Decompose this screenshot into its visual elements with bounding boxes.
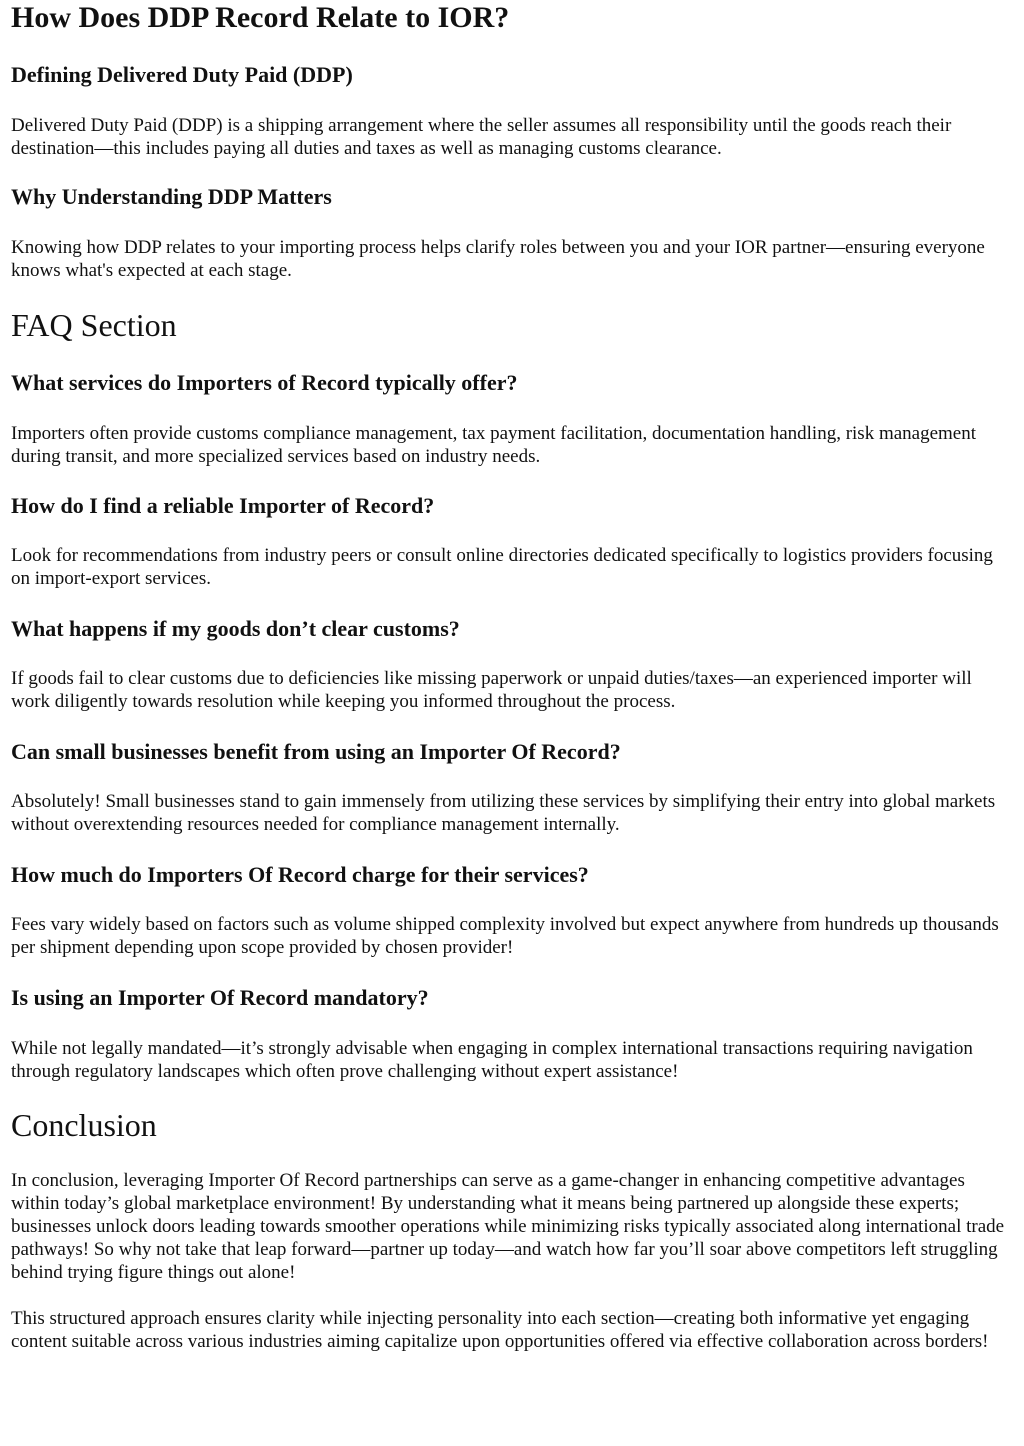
paragraph-why-ddp: Knowing how DDP relates to your importing process helps clarify roles between you and your IOR partner—ensuring everyone knows what's expected at each stage. [11,237,985,281]
faq-answer: While not legally mandated—it’s strongly advisable when engaging in complex international transactions requiring navigation through regulatory landscapes which often prove challenging without expert assistance! [11,1038,973,1082]
conclusion-paragraph: In conclusion, leveraging Importer Of Record partnerships can serve as a game-changer in enhancing competitive advantages within today’s global marketplace environment! By understanding what it means being partnered up alongside these experts; businesses unlock doors leading towards smoother operations while minimizing risks typically associated along international trade pathways! So why not take that leap forward—partner up today—and watch how far you’ll soar above competitors left struggling behind trying figure things out alone! [11,1170,1005,1283]
faq-answer: Absolutely! Small businesses stand to gain immensely from utilizing these services by simplifying their entry into global markets without overextending resources needed for compliance management internally. [11,791,996,835]
faq-heading: FAQ Section [11,307,177,343]
faq-question: What happens if my goods don’t clear customs? [11,616,460,641]
section-heading-defining-ddp: Defining Delivered Duty Paid (DDP) [11,62,353,87]
faq-answer: If goods fail to clear customs due to deficiencies like missing paperwork or unpaid duties/taxes—an experienced importer will work diligently towards resolution while keeping you informed throughout the process. [11,668,972,712]
faq-question: How do I find a reliable Importer of Record? [11,493,435,518]
conclusion-heading: Conclusion [11,1107,157,1143]
faq-answer: Look for recommendations from industry peers or consult online directories dedicated specifically to logistics providers focusing on import-export services. [11,545,993,589]
faq-question: Is using an Importer Of Record mandatory? [11,985,429,1010]
faq-question: Can small businesses benefit from using an Importer Of Record? [11,739,621,764]
faq-question: What services do Importers of Record typically offer? [11,370,518,395]
faq-answer: Importers often provide customs compliance management, tax payment facilitation, documentation handling, risk management during transit, and more specialized services based on industry needs. [11,423,977,467]
paragraph-defining-ddp: Delivered Duty Paid (DDP) is a shipping arrangement where the seller assumes all responsibility until the goods reach their destination—this includes paying all duties and taxes as well as managing customs clearance. [11,115,952,159]
section-heading-why-ddp: Why Understanding DDP Matters [11,184,332,209]
page-title: How Does DDP Record Relate to IOR? [11,1,510,34]
closing-paragraph: This structured approach ensures clarity while injecting personality into each section—creating both informative yet engaging content suitable across various industries aiming capitalize upon opportunities offered via effective collaboration across borders! [11,1308,989,1352]
faq-answer: Fees vary widely based on factors such as volume shipped complexity involved but expect anywhere from hundreds up thousands per shipment depending upon scope provided by chosen provider! [11,914,999,958]
faq-question: How much do Importers Of Record charge for their services? [11,862,589,887]
